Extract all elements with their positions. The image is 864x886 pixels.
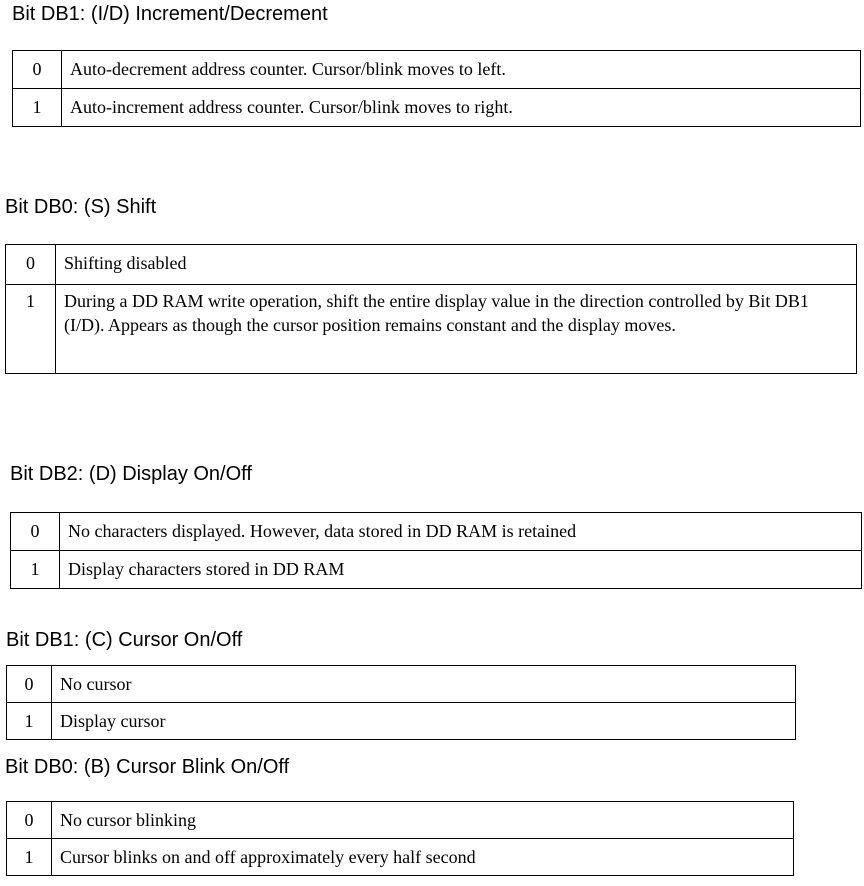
bit-description: No cursor — [60, 674, 132, 694]
bit-value-cell — [7, 839, 52, 876]
increment-decrement-table — [12, 50, 861, 127]
shift-table — [5, 244, 857, 374]
section-heading-cursor-blink-on-off: Bit DB0: (B) Cursor Blink On/Off — [5, 756, 290, 778]
table-row — [7, 802, 794, 839]
table-row — [6, 285, 857, 374]
bit-value-cell — [6, 245, 56, 285]
bit-value-cell — [6, 285, 56, 374]
bit-description: No cursor blinking — [60, 810, 196, 830]
description-cell — [52, 666, 796, 703]
description-cell — [62, 51, 861, 89]
description-cell — [52, 802, 794, 839]
bit-value-cell — [11, 551, 60, 589]
bit-description: Display cursor — [60, 711, 166, 731]
bit-description: Cursor blinks on and off approximately every half second — [60, 847, 476, 867]
bit-description: Auto-decrement address counter. Cursor/blink moves to left. — [70, 59, 506, 79]
table-row — [13, 89, 861, 127]
description-cell — [52, 839, 794, 876]
bit-value: 0 — [30, 521, 40, 541]
bit-value: 0 — [26, 253, 35, 273]
bit-value: 0 — [32, 59, 42, 79]
description-cell — [56, 245, 857, 285]
bit-value-cell — [7, 666, 52, 703]
table-row — [7, 703, 796, 740]
bit-value-cell — [13, 89, 62, 127]
description-cell — [62, 89, 861, 127]
display-on-off-table — [10, 512, 862, 589]
bit-description: Shifting disabled — [64, 253, 187, 273]
bit-value: 1 — [24, 711, 34, 731]
description-cell — [60, 551, 862, 589]
section-heading-shift: Bit DB0: (S) Shift — [5, 196, 157, 218]
description-cell — [56, 285, 857, 374]
bit-value: 0 — [24, 810, 34, 830]
bit-description: Display characters stored in DD RAM — [68, 559, 345, 579]
section-heading-increment-decrement: Bit DB1: (I/D) Increment/Decrement — [12, 3, 328, 25]
bit-value: 1 — [32, 97, 42, 117]
bit-description: During a DD RAM write operation, shift the entire display value in the direction controlled by Bit DB1 (I/D). Appears as though the cursor position remains constant and the display moves. — [64, 291, 809, 335]
section-heading-display-on-off: Bit DB2: (D) Display On/Off — [10, 463, 252, 485]
bit-value-cell — [7, 802, 52, 839]
cursor-on-off-table — [6, 665, 796, 740]
section-heading-cursor-on-off: Bit DB1: (C) Cursor On/Off — [6, 629, 243, 651]
bit-description: Auto-increment address counter. Cursor/blink moves to right. — [70, 97, 513, 117]
bit-value-cell — [13, 51, 62, 89]
table-row — [6, 245, 857, 285]
table-row — [7, 839, 794, 876]
table-row — [11, 551, 862, 589]
cursor-blink-on-off-table — [6, 801, 794, 876]
table-row — [7, 666, 796, 703]
table-row — [11, 513, 862, 551]
table-row — [13, 51, 861, 89]
bit-value: 1 — [26, 291, 35, 311]
description-cell — [60, 513, 862, 551]
description-cell — [52, 703, 796, 740]
bit-value: 1 — [30, 559, 40, 579]
bit-description: No characters displayed. However, data stored in DD RAM is retained — [68, 521, 577, 541]
bit-value: 1 — [24, 847, 34, 867]
bit-value-cell — [7, 703, 52, 740]
bit-value: 0 — [24, 674, 34, 694]
bit-value-cell — [11, 513, 60, 551]
